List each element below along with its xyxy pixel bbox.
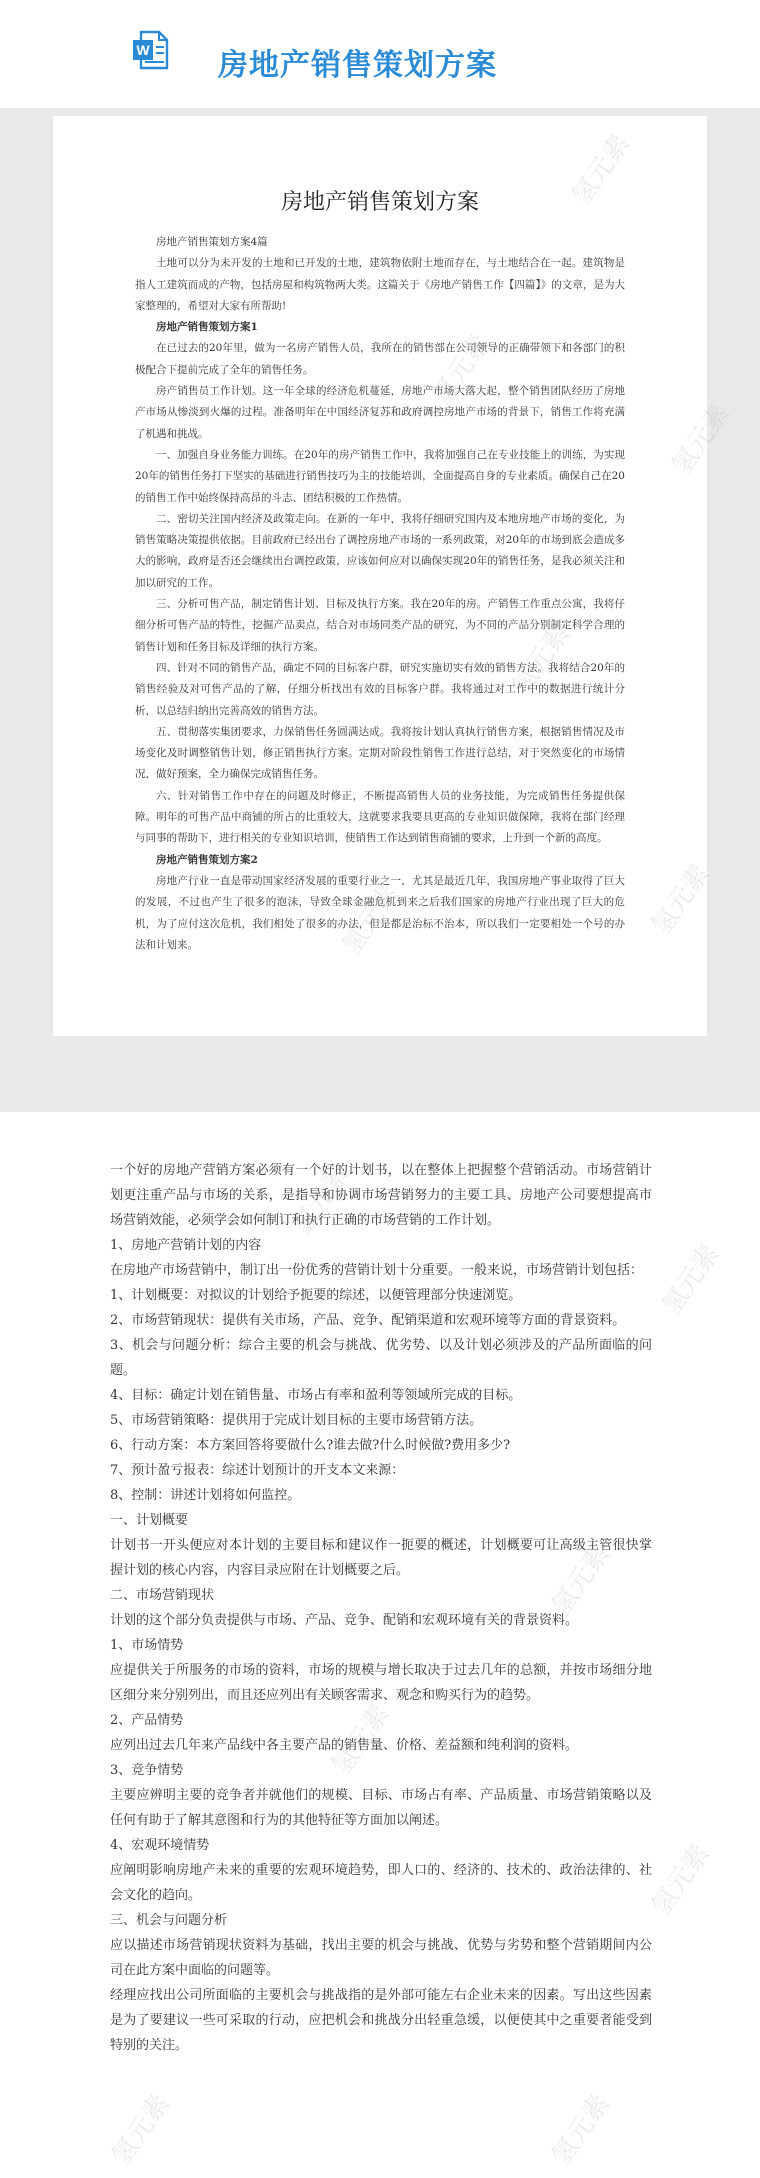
paragraph: 四、针对不同的销售产品，确定不同的目标客户群，研究实施切实有效的销售方法。我将结合20年的销售经验及对可售产品的了解，仔细分析找出有效的目标客户群。我将通过对工作中的数据进行统计分析，以总结归纳出完善高效的销售方法。 [135,661,625,717]
paragraph: 应以描述市场营销现状资料为基础，找出主要的机会与挑战、优势与劣势和整个营销期间内公司在此方案中面临的问题等。 [110,1938,652,1978]
section-heading: 房地产销售策划方案2 [156,853,258,866]
paragraph: 2、产品情势 [110,1713,184,1728]
paragraph: 应阐明影响房地产未来的重要的宏观环境趋势，即人口的、经济的、技术的、政治法律的、社会文化的趋向。 [110,1863,652,1903]
document-page-1 [53,116,707,1036]
paragraph: 3、机会与问题分析：综合主要的机会与挑战、优劣势、以及计划必须涉及的产品所面临的问题。 [110,1338,652,1378]
page-2-body [110,1148,652,2058]
paragraph: 3、竞争情势 [110,1763,184,1778]
paragraph: 1、市场情势 [110,1638,184,1653]
paragraph: 房地产销售策划方案4篇 [156,236,268,248]
watermark-text: 氢元素 [506,619,576,701]
banner-title: 房地产销售策划方案 [218,48,497,83]
paragraph: 计划书一开头便应对本计划的主要目标和建议作一扼要的概述，计划概要可让高级主管很快掌握计划的核心内容，内容目录应附在计划概要之后。 [110,1538,652,1578]
watermark-text: 氢元素 [546,1539,616,1621]
paragraph: 1、房地产营销计划的内容 [110,1238,262,1253]
paragraph: 6、行动方案：本方案回答将要做什么?谁去做?什么时候做?费用多少? [110,1438,511,1453]
paragraph: 经理应找出公司所面临的主要机会与挑战指的是外部可能左右企业未来的因素。写出这些因素是为了要建议一些可采取的行动，应把机会和挑战分出轻重急缓，以便使其中之重要者能受到特别的关注。 [110,1988,652,2053]
paragraph: 五、贯彻落实集团要求，力保销售任务圆满达成。我将按计划认真执行销售方案，根据销售情况及市场变化及时调整销售计划，修正销售执行方案。定期对阶段性销售工作进行总结，对于突然变化的市场情况，做好预案，全力确保完成销售任务。 [135,725,625,781]
word-document-icon [133,30,169,70]
paragraph: 三、分析可售产品，制定销售计划、目标及执行方案。我在20年的房。产销售工作重点公寓，我将仔细分析可售产品的特性，挖掘产品卖点，结合对市场同类产品的研究，为不同的产品分别制定科学合理的销售计划和任务目标及详细的执行方案。 [135,598,625,653]
watermark-text: 氢元素 [336,879,406,961]
paragraph: 土地可以分为未开发的土地和已开发的土地，建筑物依附土地而存在，与土地结合在一起。建筑物是指人工建筑而成的产物，包括房屋和构筑物两大类。这篇关于《房地产销售工作【四篇】》的文章，是为大家整理的，希望对大家有所帮助! [135,257,625,312]
paragraph: 二、密切关注国内经济及政策走向。在新的一年中，我将仔细研究国内及本地房地产市场的变化，为销售策略决策提供依据。目前政府已经出台了调控房地产市场的一系列政策，对20年的市场到底会造成多大的影响，政府是否还会继续出台调控政策，应该如何应对以确保实现20年的销售任务，是我必须关注和加以研究的工作。 [135,512,625,589]
paragraph: 1、计划概要：对拟议的计划给予扼要的综述，以便管理部分快速浏览。 [110,1288,522,1303]
section-heading: 房地产销售策划方案1 [156,321,258,334]
paragraph: 应提供关于所服务的市场的资料，市场的规模与增长取决于过去几年的总额，并按市场细分地区细分来分别列出，而且还应列出有关顾客需求、观念和购买行为的趋势。 [110,1663,652,1703]
paragraph: 4、宏观环境情势 [110,1838,210,1853]
header-banner [0,0,760,108]
paragraph: 一、加强自身业务能力训练。在20年的房产销售工作中，我将加强自己在专业技能上的训练，为实现20年的销售任务打下坚实的基础进行销售技巧为主的技能培训，全面提高自身的专业素质。确保自己在20的销售工作中始终保持高昂的斗志、团结积极的工作热情。 [135,448,625,504]
paragraph: 4、目标：确定计划在销售量、市场占有率和盈利等领域所完成的目标。 [110,1388,522,1403]
watermark-text: 氢元素 [656,1239,726,1321]
watermark-text: 氢元素 [426,329,496,411]
page-preview-area [0,108,760,1112]
watermark-text: 氢元素 [326,1699,396,1781]
watermark-text: 氢元素 [646,1839,716,1921]
paragraph: 房产销售员工作计划。这一年全球的经济危机蔓延，房地产市场大落大起，整个销售团队经历了房地产市场从惨淡到火爆的过程。准备明年在中国经济复苏和政府调控房地产市场的背景下，销售工作将充满了机遇和挑战。 [135,385,625,440]
paragraph: 一、计划概要 [110,1513,189,1528]
page-title: 房地产销售策划方案 [280,190,479,215]
watermark-text: 氢元素 [546,2089,616,2171]
paragraph: 7、预计盈亏报表：综述计划预计的开支本文来源： [110,1463,405,1478]
page-1-body [135,232,625,956]
paragraph: 计划的这个部分负责提供与市场、产品、竞争、配销和宏观环境有关的背景资料。 [110,1613,579,1628]
watermark-text: 氢元素 [666,399,736,481]
paragraph: 二、市场营销现状 [110,1588,215,1603]
paragraph: 应列出过去几年来产品线中各主要产品的销售量、价格、差益额和纯利润的资料。 [110,1738,579,1753]
svg-text:W: W [136,42,150,58]
document-page-2 [0,1148,760,2178]
paragraph: 六、针对销售工作中存在的问题及时修正，不断提高销售人员的业务技能，为完成销售任务提供保障。明年的可售产品中商铺的所占的比重较大，这就要求我要具更高的专业知识做保障，我将在部门经理与同事的帮助下，进行相关的专业知识培训，使销售工作达到销售商铺的要求，上升到一个新的高度。 [135,789,625,845]
watermark-text: 氢元素 [566,129,636,211]
watermark-text: 氢元素 [106,2089,176,2171]
watermark-text: 氢元素 [646,859,716,941]
paragraph: 在房地产市场营销中，制订出一份优秀的营销计划十分重要。一般来说，市场营销计划包括： [110,1263,644,1278]
paragraph: 主要应辨明主要的竞争者并就他们的规模、目标、市场占有率、产品质量、市场营销策略以及任何有助于了解其意图和行为的其他特征等方面加以阐述。 [110,1788,652,1828]
paragraph: 一个好的房地产营销方案必须有一个好的计划书，以在整体上把握整个营销活动。市场营销计划更注重产品与市场的关系，是指导和协调市场营销努力的主要工具、房地产公司要想提高市场营销效能，必须学会如何制订和执行正确的市场营销的工作计划。 [110,1163,652,1228]
paragraph: 三、机会与问题分析 [110,1913,228,1928]
paragraph: 5、市场营销策略：提供用于完成计划目标的主要市场营销方法。 [110,1413,483,1428]
paragraph: 房地产行业一直是带动国家经济发展的重要行业之一，尤其是最近几年，我国房地产事业取得了巨大的发展，不过也产生了很多的泡沫，导致全球金融危机到来之后我们国家的房地产行业出现了巨大的危机，为了应付这次危机，我们相处了很多的办法，但是都是治标不治本，所以我们一定要相处一个号的办法和计划来。 [135,874,625,951]
page-divider [0,1112,760,1148]
paragraph: 8、控制：讲述计划将如何监控。 [110,1488,301,1503]
paragraph: 在已过去的20年里，做为一名房产销售人员，我所在的销售部在公司领导的正确带领下和各部门的积极配合下提前完成了全年的销售任务。 [135,342,625,376]
watermark-text: 氢元素 [286,1159,356,1241]
paragraph: 2、市场营销现状：提供有关市场，产品、竞争、配销渠道和宏观环境等方面的背景资料。 [110,1313,626,1328]
